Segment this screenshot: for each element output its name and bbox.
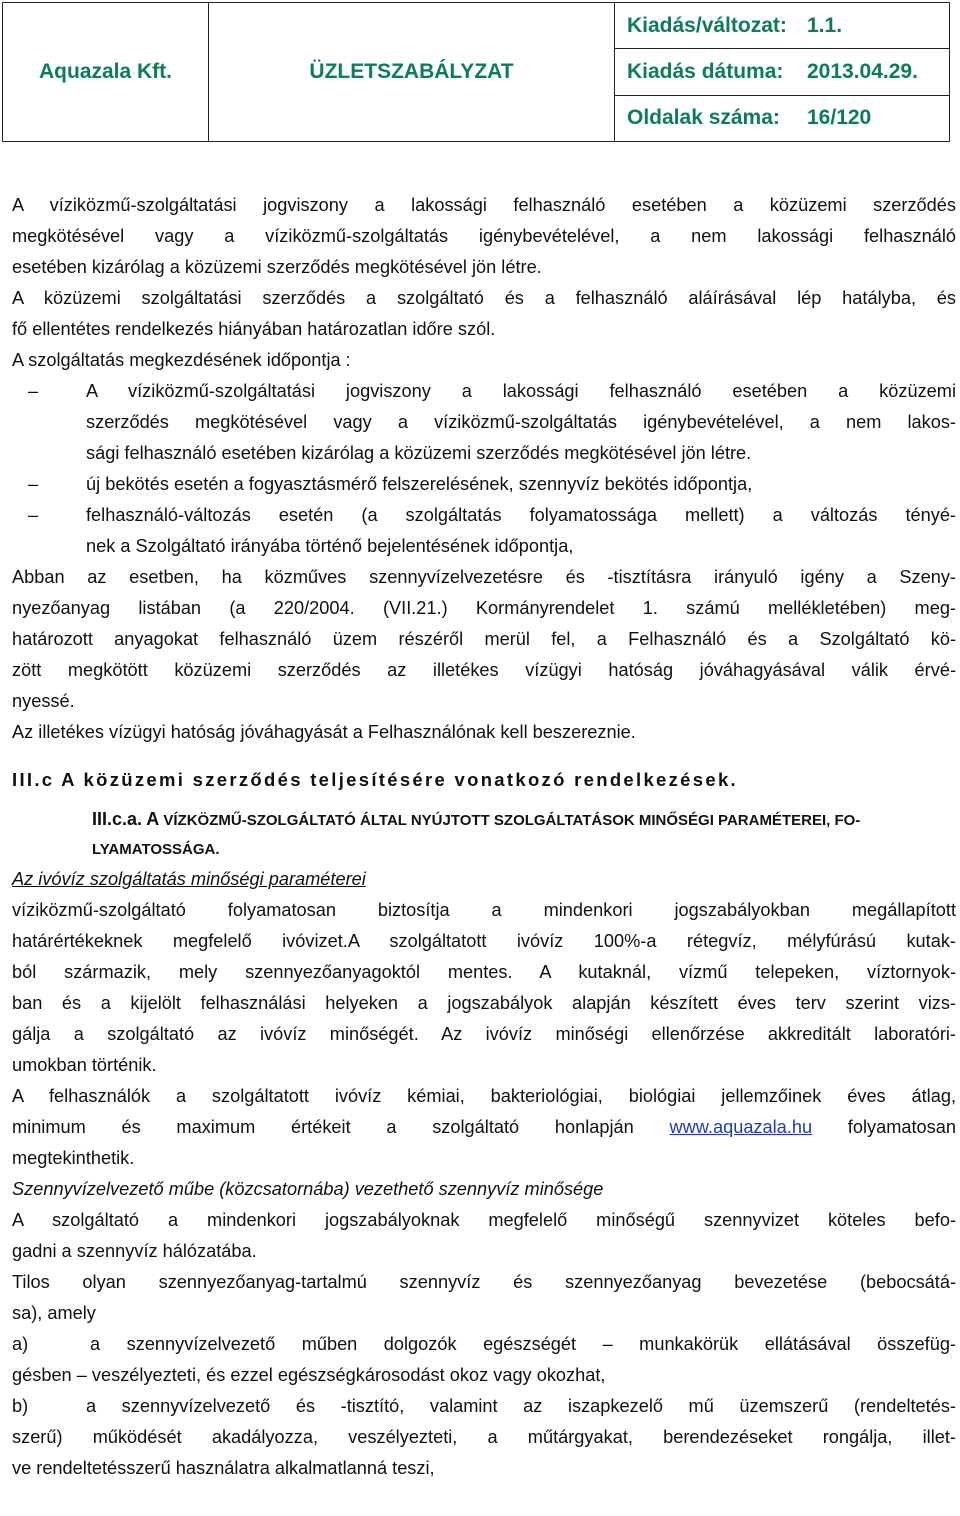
document-title: ÜZLETSZABÁLYZAT bbox=[309, 60, 514, 83]
text-fragment: minimum és maximum értékeit a szolgáltató honlapján bbox=[12, 1117, 670, 1137]
pages-label: Oldalak száma: bbox=[627, 106, 780, 130]
pages-row bbox=[615, 95, 949, 141]
text-line: esetében kizárólag a közüzemi szerződés megkötésével jön létre. bbox=[12, 257, 542, 277]
text-line: szerű) működését akadályozza, veszélyezteti, a műtárgyakat, berendezéseket rongálja, illet- bbox=[12, 1427, 956, 1447]
text-line: umokban történik. bbox=[12, 1055, 157, 1075]
text-line: nek a Szolgáltató irányába történő bejelentésének időpontja, bbox=[86, 536, 574, 556]
text-line: víziközmű-szolgáltató folyamatosan biztosítja a mindenkori jogszabályokban megállapított bbox=[12, 900, 956, 920]
text-line: A víziközmű-szolgáltatási jogviszony a lakossági felhasználó esetében a közüzemi szerződés bbox=[12, 195, 956, 215]
item-label: a) bbox=[12, 1334, 29, 1354]
date-value: 2013.04.29. bbox=[807, 59, 918, 83]
text-line: sa), amely bbox=[12, 1303, 96, 1323]
text-line: nyessé. bbox=[12, 691, 75, 711]
text-fragment: folyamatosan bbox=[812, 1117, 956, 1137]
section-heading: III.c A közüzemi szerződés teljesítésére vonatkozó rendelkezések. bbox=[12, 769, 738, 790]
header-meta-cell bbox=[615, 3, 949, 141]
text-line: sági felhasználó esetében kizárólag a közüzemi szerződés megkötésével jön létre. bbox=[86, 443, 752, 463]
text-line: határozott anyagokat felhasználó üzem részéről merül fel, a Felhasználó és a Szolgáltató kö- bbox=[12, 629, 956, 649]
subsection-lead: A bbox=[146, 809, 160, 829]
list-item bbox=[12, 500, 956, 562]
document-body bbox=[12, 190, 956, 1484]
text-line: zött megkötött közüzemi szerződés az illetékes vízügyi hatóság jóváhagyásával válik érvé- bbox=[12, 660, 956, 680]
paragraph-legal-relationship bbox=[12, 190, 956, 283]
text-line: ban és a kijelölt felhasználási helyeken a jogszabályok alapján készített éves terv szerint vizs- bbox=[12, 993, 956, 1013]
paragraph-prohibited-discharge bbox=[12, 1267, 956, 1329]
subsection-number: III.c.a. bbox=[92, 809, 143, 829]
text-line: fő ellentétes rendelkezés hiányában határozatlan időre szól. bbox=[12, 319, 496, 339]
document-header-table bbox=[2, 2, 950, 142]
dash-marker: – bbox=[28, 505, 39, 525]
paragraph-sewage-acceptance bbox=[12, 1205, 956, 1267]
text-line bbox=[12, 1391, 956, 1422]
company-name: Aquazala Kft. bbox=[38, 60, 172, 83]
website-link[interactable]: www.aquazala.hu bbox=[669, 1117, 813, 1137]
item-text: a szennyvízelvezető műben dolgozók egészségét – munkakörük ellátásával összefüg- bbox=[90, 1334, 956, 1354]
paragraph-water-quality bbox=[12, 895, 956, 1081]
text-line: A közüzemi szolgáltatási szerződés a szolgáltató és a felhasználó aláírásával lép hatályba, és bbox=[12, 288, 956, 308]
paragraph-water-values-website bbox=[12, 1081, 956, 1174]
pages-value: 16/120 bbox=[807, 106, 872, 130]
text-line: megkötésével vagy a víziközmű-szolgáltatás igénybevételével, a nem lakossági felhasználó bbox=[12, 226, 956, 246]
list-item-a bbox=[12, 1329, 956, 1391]
text-line: Tilos olyan szennyezőanyag-tartalmú szennyvíz és szennyezőanyag bevezetése (bebocsátá- bbox=[12, 1272, 956, 1292]
paragraph-pollutant-list bbox=[12, 562, 956, 717]
list-item-b bbox=[12, 1391, 956, 1484]
list-item bbox=[12, 469, 956, 500]
text-line: gálja a szolgáltató az ivóvíz minőségét. Az ivóvíz minőségi ellenőrzése akkreditált laboratóri- bbox=[12, 1024, 956, 1044]
header-company-cell bbox=[3, 3, 209, 141]
header-title-cell bbox=[209, 3, 615, 141]
subsection-title-line1: VÍZKÖZMŰ-SZOLGÁLTATÓ ÁLTAL NYÚJTOTT SZOLGÁLTATÁSOK MINŐSÉGI PARAMÉTEREI, FO- bbox=[163, 812, 861, 829]
text-line: gésben – veszélyezteti, és ezzel egészségkárosodást okoz vagy okozhat, bbox=[12, 1365, 606, 1385]
list-item bbox=[12, 376, 956, 469]
text-line: ve rendeltetésszerű használatra alkalmatlanná teszi, bbox=[12, 1458, 435, 1478]
edition-value: 1.1. bbox=[807, 13, 843, 37]
subsection-title-line2: LYAMATOSSÁGA. bbox=[92, 841, 220, 858]
text-line: megtekinthetik. bbox=[12, 1148, 135, 1168]
edition-row bbox=[615, 3, 949, 48]
text-line: határértékeknek megfelelő ivóvizet.A szolgáltatott ivóvíz 100%-a rétegvíz, mélyfúrású kutak- bbox=[12, 931, 956, 951]
text-line: A víziközmű-szolgáltatási jogviszony a lakossági felhasználó esetében a közüzemi bbox=[86, 381, 956, 401]
text-line: gadni a szennyvíz hálózatába. bbox=[12, 1241, 257, 1261]
text-line: A szolgáltató a mindenkori jogszabályoknak megfelelő minőségű szennyvizet köteles befo- bbox=[12, 1210, 956, 1230]
edition-label: Kiadás/változat: bbox=[627, 13, 787, 37]
text-line bbox=[12, 1112, 956, 1143]
text-line: Az illetékes vízügyi hatóság jóváhagyását a Felhasználónak kell beszereznie. bbox=[12, 722, 636, 742]
paragraph-authority-approval bbox=[12, 717, 956, 748]
heading-drinking-water-quality: Az ivóvíz szolgáltatás minőségi paraméterei bbox=[12, 869, 366, 889]
text-line bbox=[12, 1329, 956, 1360]
paragraph-contract-effect bbox=[12, 283, 956, 345]
text-line: A szolgáltatás megkezdésének időpontja : bbox=[12, 350, 351, 370]
text-line: Abban az esetben, ha közműves szennyvízelvezetésre és -tisztításra irányuló igény a Szeny- bbox=[12, 567, 956, 587]
date-row bbox=[615, 48, 949, 94]
text-line: ból származik, mely szennyezőanyagoktól mentes. A kutaknál, vízmű telepeken, víztornyok- bbox=[12, 962, 956, 982]
paragraph-service-start bbox=[12, 345, 956, 376]
dash-marker: – bbox=[28, 474, 39, 494]
text-line: nyezőanyag listában (a 220/2004. (VII.21.) Kormányrendelet 1. számú mellékletében) meg- bbox=[12, 598, 956, 618]
dash-marker: – bbox=[28, 381, 39, 401]
item-text: a szennyvízelvezető és -tisztító, valamint az iszapkezelő mű üzemszerű (rendeltetés- bbox=[86, 1396, 956, 1416]
text-line: új bekötés esetén a fogyasztásmérő felszerelésének, szennyvíz bekötés időpontja, bbox=[86, 474, 753, 494]
date-label: Kiadás dátuma: bbox=[627, 59, 784, 83]
text-line: szerződés megkötésével vagy a víziközmű-szolgáltatás igénybevételével, a nem lakos- bbox=[86, 412, 956, 432]
heading-sewage-quality: Szennyvízelvezető műbe (közcsatornába) vezethető szennyvíz minősége bbox=[12, 1179, 604, 1199]
text-line: A felhasználók a szolgáltatott ivóvíz kémiai, bakteriológiai, biológiai jellemzőinek éves átlag, bbox=[12, 1086, 956, 1106]
subsection-heading bbox=[12, 805, 956, 864]
item-label: b) bbox=[12, 1396, 29, 1416]
text-line: felhasználó-változás esetén (a szolgáltatás folyamatossága mellett) a változás tényé- bbox=[86, 505, 956, 525]
